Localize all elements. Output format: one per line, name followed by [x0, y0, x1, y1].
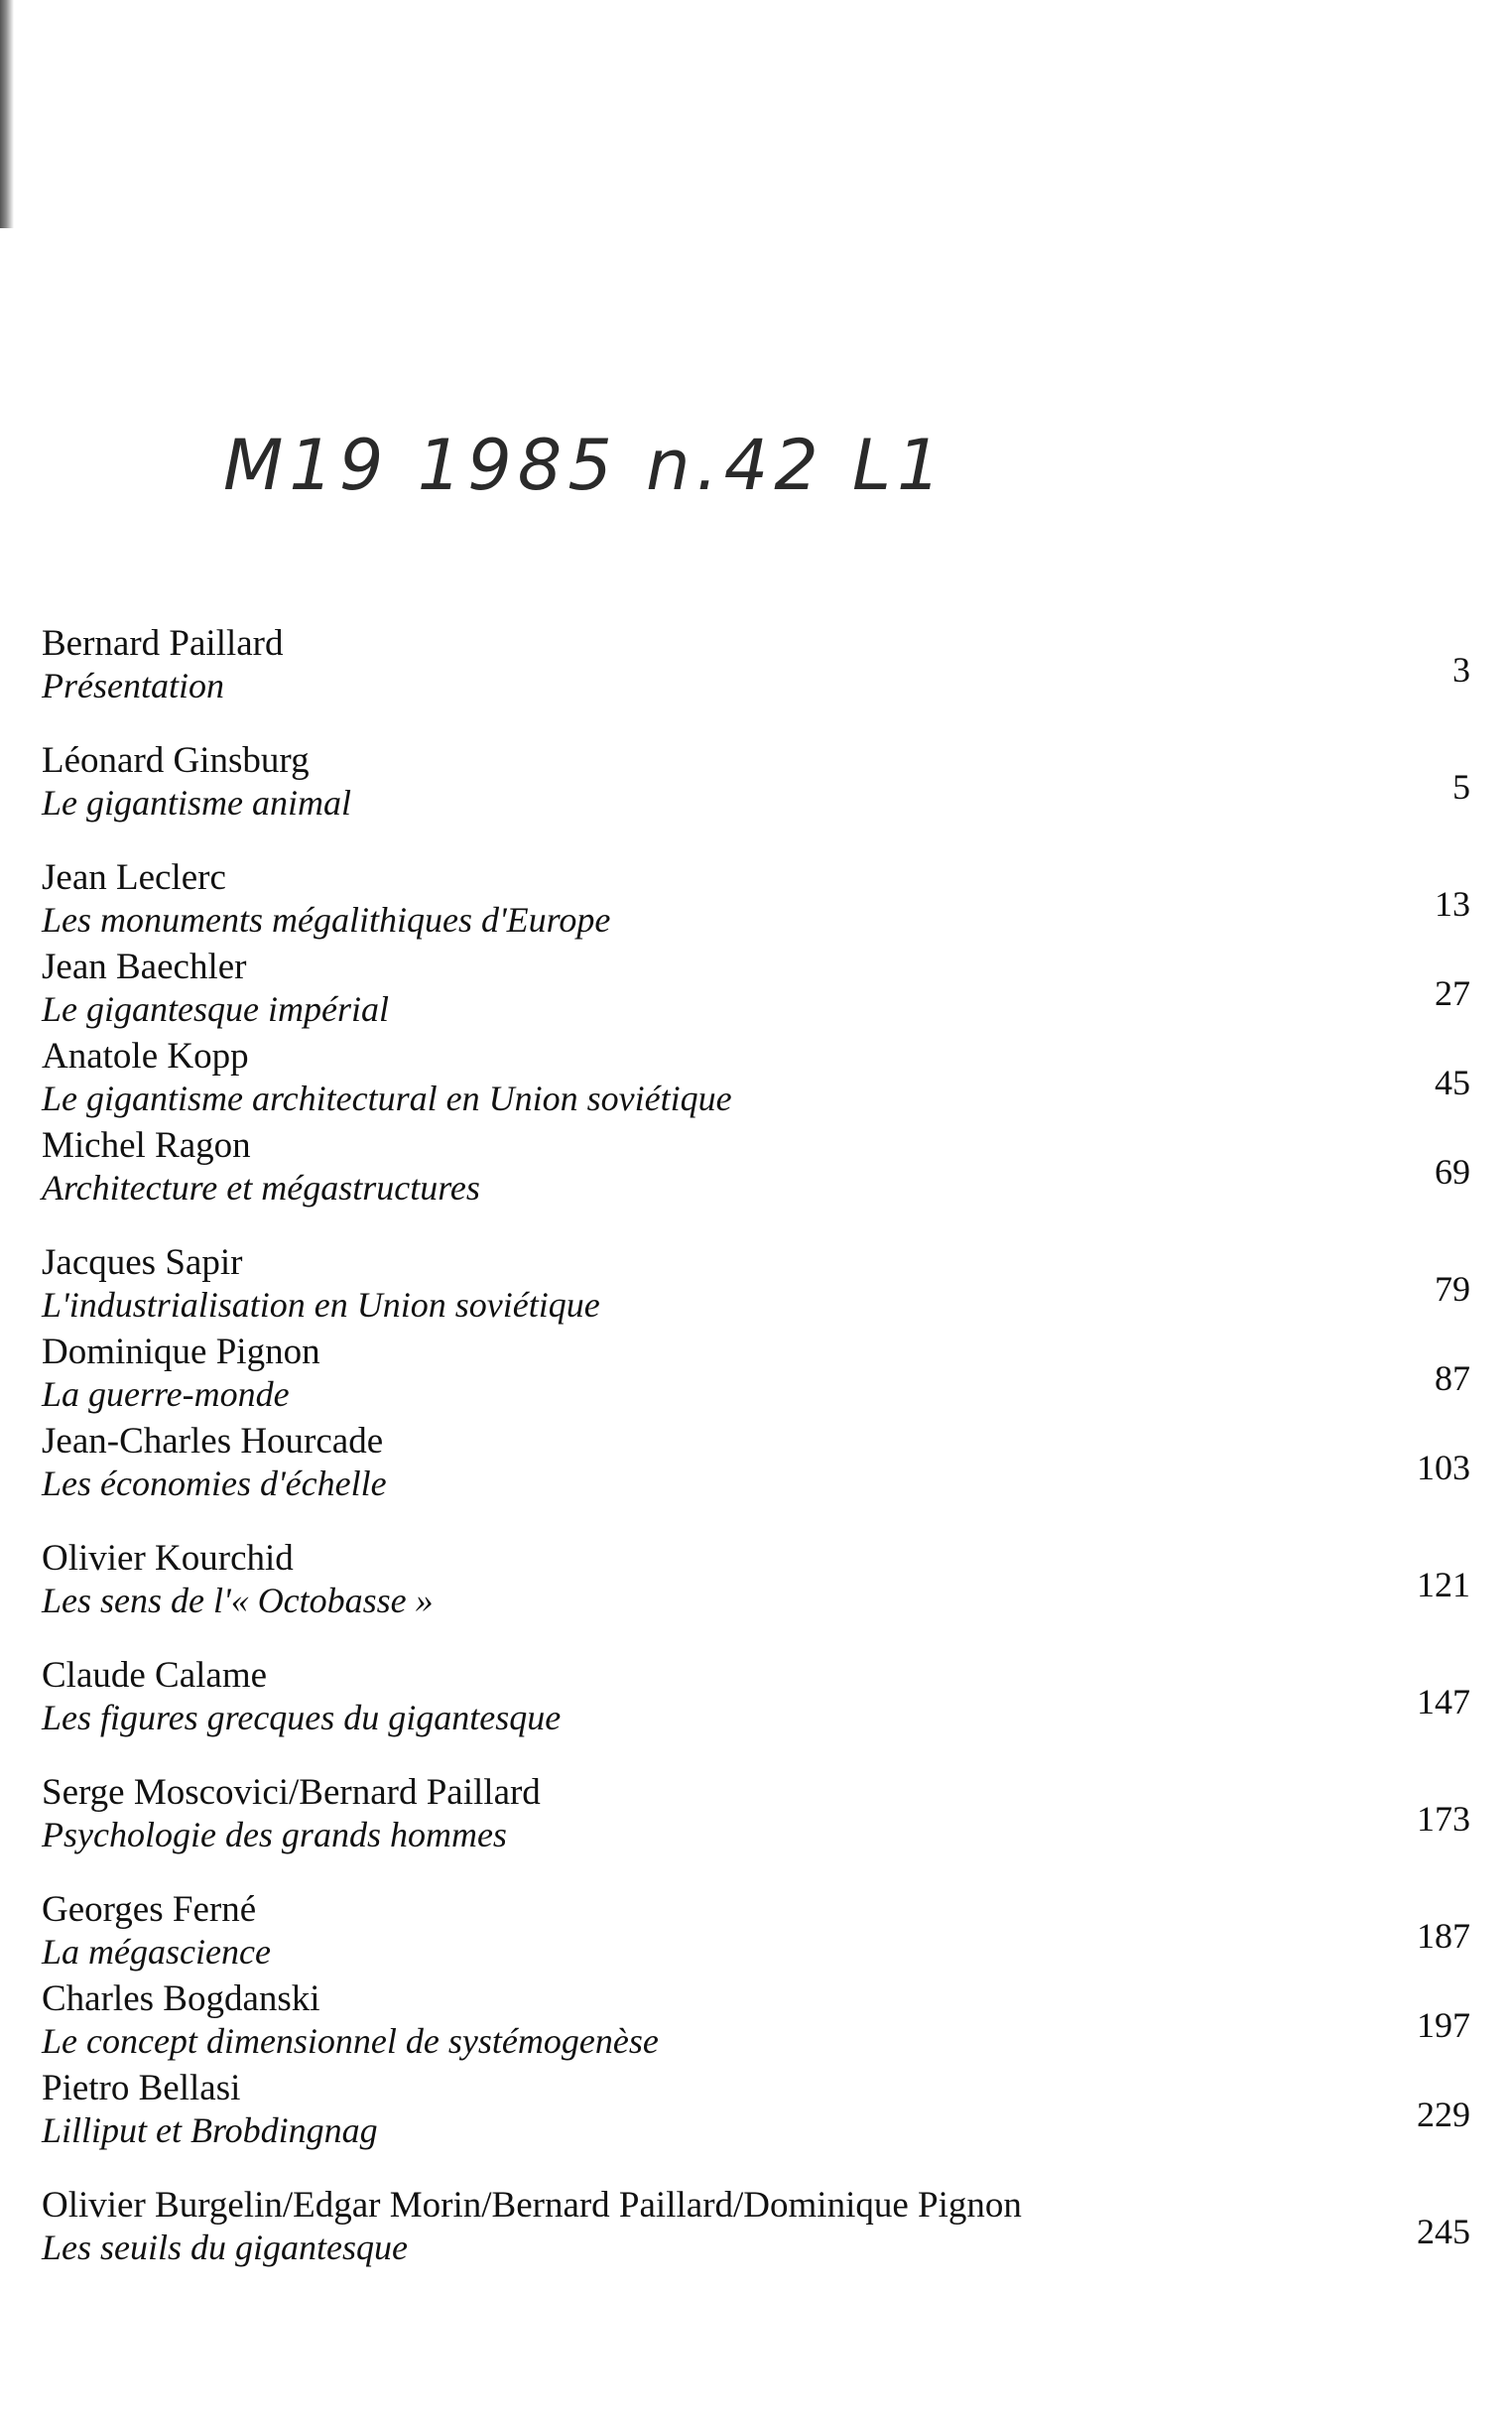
entry-author: Léonard Ginsburg	[42, 740, 310, 781]
entry-author: Michel Ragon	[42, 1125, 251, 1166]
toc-entry	[42, 1125, 1470, 1214]
entry-page-number: 245	[1417, 2212, 1470, 2251]
toc-entry	[42, 2185, 1470, 2274]
entry-title: Psychologie des grands hommes	[42, 1815, 507, 1854]
entry-title: Le gigantesque impérial	[42, 989, 389, 1029]
toc-entry	[42, 857, 1470, 947]
entry-author: Olivier Burgelin/Edgar Morin/Bernard Paillard/Dominique Pignon	[42, 2185, 1022, 2226]
binding-shadow	[0, 0, 14, 228]
entry-page-number: 45	[1435, 1063, 1470, 1102]
entry-page-number: 13	[1435, 884, 1470, 924]
entry-author: Charles Bogdanski	[42, 1978, 320, 2019]
entry-title: Architecture et mégastructures	[42, 1168, 480, 1208]
entry-title: Le concept dimensionnel de systémogenèse	[42, 2021, 659, 2061]
toc-entry	[42, 1421, 1470, 1510]
entry-title: Les figures grecques du gigantesque	[42, 1698, 562, 1737]
entry-author: Georges Ferné	[42, 1889, 257, 1930]
toc-entry	[42, 1772, 1470, 1861]
entry-title: La guerre-monde	[42, 1374, 290, 1414]
entry-title: Les monuments mégalithiques d'Europe	[42, 900, 611, 940]
entry-title: Présentation	[42, 666, 224, 705]
entry-page-number: 147	[1417, 1682, 1470, 1721]
entry-title: Les économies d'échelle	[42, 1464, 387, 1503]
entry-title: Lilliput et Brobdingnag	[42, 2110, 378, 2150]
entry-page-number: 173	[1417, 1799, 1470, 1839]
entry-page-number: 5	[1452, 767, 1470, 807]
entry-title: Le gigantisme animal	[42, 783, 351, 823]
toc-entry	[42, 1036, 1470, 1125]
toc-entry	[42, 1978, 1470, 2068]
toc-entry	[42, 623, 1470, 712]
toc-entry	[42, 1332, 1470, 1421]
entry-author: Jean Baechler	[42, 947, 247, 987]
toc-entry	[42, 1242, 1470, 1332]
toc-entry	[42, 1889, 1470, 1978]
entry-page-number: 103	[1417, 1448, 1470, 1487]
entry-author: Jacques Sapir	[42, 1242, 243, 1283]
toc-entry	[42, 1538, 1470, 1627]
entry-author: Dominique Pignon	[42, 1332, 320, 1372]
entry-author: Bernard Paillard	[42, 623, 284, 664]
entry-page-number: 121	[1417, 1565, 1470, 1604]
entry-page-number: 3	[1452, 650, 1470, 690]
entry-page-number: 87	[1435, 1358, 1470, 1398]
entry-author: Olivier Kourchid	[42, 1538, 294, 1579]
entry-author: Jean-Charles Hourcade	[42, 1421, 384, 1462]
entry-title: L'industrialisation en Union soviétique	[42, 1285, 600, 1325]
entry-author: Anatole Kopp	[42, 1036, 249, 1077]
toc-entry	[42, 2068, 1470, 2157]
entry-page-number: 229	[1417, 2095, 1470, 2134]
entry-title: Les sens de l'« Octobasse »	[42, 1581, 434, 1620]
toc-entry	[42, 947, 1470, 1036]
entry-author: Pietro Bellasi	[42, 2068, 241, 2108]
entry-page-number: 27	[1435, 973, 1470, 1013]
entry-title: La mégascience	[42, 1932, 271, 1972]
entry-title: Le gigantisme architectural en Union soviétique	[42, 1079, 732, 1118]
entry-title: Les seuils du gigantesque	[42, 2228, 408, 2267]
table-of-contents	[42, 623, 1470, 2274]
entry-author: Claude Calame	[42, 1655, 268, 1696]
handwritten-shelfmark: M19 1985 n.42 L1	[223, 425, 947, 506]
entry-page-number: 79	[1435, 1269, 1470, 1309]
toc-entry	[42, 1655, 1470, 1744]
entry-author: Jean Leclerc	[42, 857, 226, 898]
entry-page-number: 197	[1417, 2005, 1470, 2045]
entry-page-number: 187	[1417, 1916, 1470, 1956]
entry-page-number: 69	[1435, 1152, 1470, 1192]
toc-entry	[42, 740, 1470, 829]
entry-author: Serge Moscovici/Bernard Paillard	[42, 1772, 541, 1813]
